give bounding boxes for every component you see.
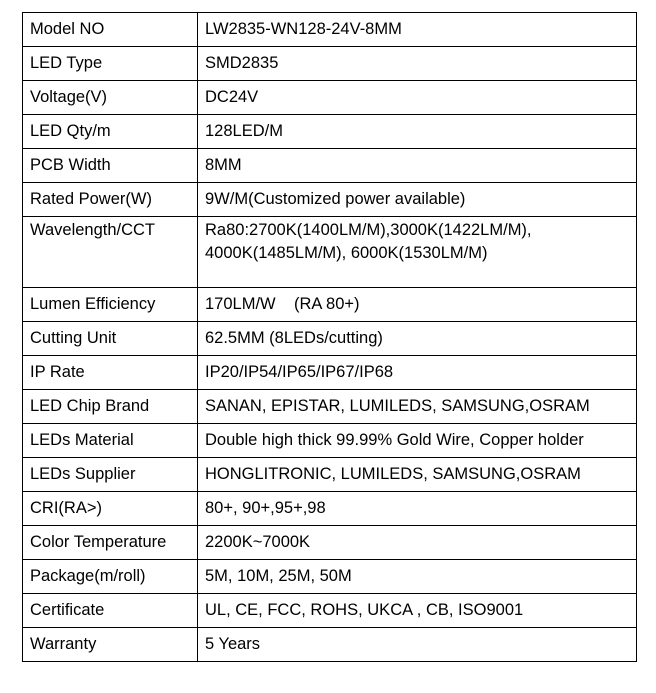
row-value: DC24V — [198, 81, 637, 115]
row-label: Voltage(V) — [23, 81, 198, 115]
table-row — [23, 47, 637, 81]
row-value: 80+, 90+,95+,98 — [198, 492, 637, 526]
table-row — [23, 424, 637, 458]
table-row — [23, 81, 637, 115]
table-row — [23, 183, 637, 217]
row-value: 62.5MM (8LEDs/cutting) — [198, 322, 637, 356]
row-label: Warranty — [23, 628, 198, 662]
row-value: 128LED/M — [198, 115, 637, 149]
row-label: Package(m/roll) — [23, 560, 198, 594]
row-label: Color Temperature — [23, 526, 198, 560]
row-value: SANAN, EPISTAR, LUMILEDS, SAMSUNG,OSRAM — [198, 390, 637, 424]
row-label: LEDs Supplier — [23, 458, 198, 492]
table-row — [23, 322, 637, 356]
table-row — [23, 492, 637, 526]
row-value: IP20/IP54/IP65/IP67/IP68 — [198, 356, 637, 390]
row-label: Lumen Efficiency — [23, 288, 198, 322]
row-label: LEDs Material — [23, 424, 198, 458]
table-row — [23, 560, 637, 594]
table-row — [23, 217, 637, 288]
table-row — [23, 149, 637, 183]
row-value: Double high thick 99.99% Gold Wire, Copper holder — [198, 424, 637, 458]
row-value: 5 Years — [198, 628, 637, 662]
row-value: HONGLITRONIC, LUMILEDS, SAMSUNG,OSRAM — [198, 458, 637, 492]
table-row — [23, 594, 637, 628]
row-label: Wavelength/CCT — [23, 217, 198, 288]
row-value: Ra80:2700K(1400LM/M),3000K(1422LM/M), 4000K(1485LM/M), 6000K(1530LM/M) — [198, 217, 637, 288]
table-row — [23, 115, 637, 149]
row-value: 8MM — [198, 149, 637, 183]
row-value: 5M, 10M, 25M, 50M — [198, 560, 637, 594]
row-value: SMD2835 — [198, 47, 637, 81]
row-value: 2200K~7000K — [198, 526, 637, 560]
table-row — [23, 628, 637, 662]
row-label: Model NO — [23, 13, 198, 47]
table-row — [23, 458, 637, 492]
table-row — [23, 13, 637, 47]
table-row — [23, 288, 637, 322]
row-label: LED Qty/m — [23, 115, 198, 149]
row-value: LW2835-WN128-24V-8MM — [198, 13, 637, 47]
row-label: Certificate — [23, 594, 198, 628]
row-label: CRI(RA>) — [23, 492, 198, 526]
row-label: LED Type — [23, 47, 198, 81]
row-label: IP Rate — [23, 356, 198, 390]
row-label: Cutting Unit — [23, 322, 198, 356]
row-label: LED Chip Brand — [23, 390, 198, 424]
table-row — [23, 356, 637, 390]
spec-table — [22, 12, 637, 662]
row-label: Rated Power(W) — [23, 183, 198, 217]
row-value: UL, CE, FCC, ROHS, UKCA , CB, ISO9001 — [198, 594, 637, 628]
row-label: PCB Width — [23, 149, 198, 183]
table-row — [23, 390, 637, 424]
row-value: 9W/M(Customized power available) — [198, 183, 637, 217]
row-value: 170LM/W (RA 80+) — [198, 288, 637, 322]
table-row — [23, 526, 637, 560]
